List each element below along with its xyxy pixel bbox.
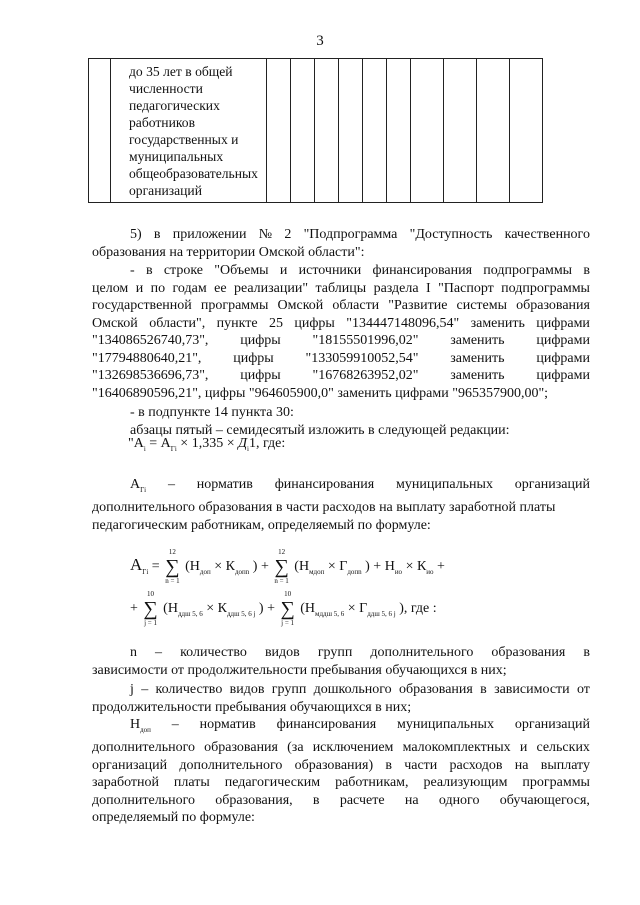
- table-cell-empty: [291, 59, 315, 203]
- table-cell-empty: [267, 59, 291, 203]
- text-line: дополнительного образования в части расходов на выплату заработной платы: [92, 500, 556, 516]
- text-line: государственной программы Омской области "Развитие системы образования: [92, 298, 590, 313]
- formula-a-gi-line-2: + 10 ∑ j = 1 ($Н_{ддш 5, 6} \times К_{ддш 5, 6 j}$ ) + 10 ∑ j = 1 ($Н_{мддш 5, 6} \times Г_{ддш 5, 6 j}$ ), где :: [130, 590, 437, 627]
- page-number: 3: [316, 33, 324, 49]
- table-cell-line: муниципальных: [129, 149, 224, 164]
- text-line: j – количество видов групп дошкольного образования в зависимости от: [130, 682, 590, 697]
- table-cell-empty: [477, 59, 510, 203]
- text-line: образования на территории Омской области":: [92, 244, 365, 260]
- text-line: "17794880640,21", цифры "133059910052,54" заменить цифрами: [92, 350, 590, 366]
- table-fragment: [88, 58, 543, 203]
- paragraph-j-definition: [92, 681, 590, 716]
- paragraph-appendix-2: [92, 226, 590, 261]
- table-cell-line: организаций: [129, 183, 202, 198]
- text-line: абзацы пятый – семидесятый изложить в следующей редакции:: [130, 422, 510, 438]
- paragraph-subclause-14: [92, 404, 590, 439]
- text-line: заработной платы педагогическим работникам, реализующим программы: [92, 775, 590, 791]
- table-cell-line: общеобразовательных: [129, 166, 258, 181]
- paragraph-financing: [92, 262, 590, 402]
- table-cell-empty: [339, 59, 363, 203]
- table-cell-line: численности: [129, 81, 203, 96]
- text-line: зависимости от продолжительности пребывания обучающихся в них;: [92, 662, 507, 678]
- text-line: "132698536696,73", цифры "16768263952,02" заменить цифрами: [92, 368, 590, 383]
- text-line: дополнительного образования, в расчете на одного обучающегося,: [92, 792, 590, 808]
- table-cell-line: педагогических: [129, 98, 220, 113]
- formula-a-gi-line-1: $А_{Гi}$ = 12 ∑ n = 1 ($Н_{доп} \times К_{допn}$ ) + 12 ∑ n = 1 ($Н_{мдоп} \times Г_{допn}$ ) + $Н_{ио} \times К_{ио}$ +: [130, 548, 445, 585]
- paragraph-n-dop-definition: [92, 716, 590, 827]
- text-line: дополнительного образования (за исключением малокомплектных и сельских: [92, 740, 590, 756]
- table-row: [89, 59, 543, 203]
- table-cell-line: до 35 лет в общей: [129, 64, 233, 79]
- table-cell-empty: [315, 59, 339, 203]
- table-cell-number: [89, 59, 111, 203]
- table-cell-empty: [444, 59, 477, 203]
- text-line: "134086526740,73", цифры "18155501996,02" заменить цифрами: [92, 333, 590, 348]
- text-line: - в строке "Объемы и источники финансирования подпрограммы в: [130, 263, 590, 278]
- text-line: $А_{Гi}$ – норматив финансирования муниципальных организаций: [130, 477, 590, 494]
- text-line: организаций дополнительного образования) в части расходов на выплату: [92, 757, 590, 773]
- text-line: Омской области", пункте 25 цифры "134447148096,54" заменить цифрами: [92, 315, 590, 331]
- paragraph-n-definition: [92, 644, 590, 679]
- table-cell-empty: [387, 59, 411, 203]
- text-line: 5) в приложении № 2 "Подпрограмма "Доступность качественного: [130, 227, 590, 242]
- text-line: продолжительности пребывания обучающихся в них;: [92, 699, 412, 715]
- text-line: целом и по годам ее реализации" таблицы раздела I "Паспорт подпрограммы: [92, 280, 590, 296]
- table-cell-empty: [363, 59, 387, 203]
- table-cell-empty: [510, 59, 543, 203]
- text-line: n – количество видов групп дополнительного образования в: [130, 645, 590, 660]
- table-cell-indicator: [111, 59, 267, 203]
- text-line: $Н_{доп}$ – норматив финансирования муниципальных организаций: [130, 717, 590, 734]
- text-line: - в подпункте 14 пункта 30:: [130, 405, 294, 420]
- formula-a-i: "$А_i = А_{Гi} \times 1,335 \times Д_i1$, где:: [128, 436, 286, 453]
- table-cell-line: государственных и: [129, 132, 239, 147]
- text-line: определяемый по формуле:: [92, 810, 255, 826]
- table-cell-empty: [411, 59, 444, 203]
- table-cell-line: работников: [129, 115, 195, 130]
- paragraph-a-gi: [92, 476, 590, 534]
- text-line: педагогическим работникам, определяемый по формуле:: [92, 517, 431, 533]
- text-line: "16406890596,21", цифры "964605900,0" заменить цифрами "965357900,00";: [92, 385, 549, 401]
